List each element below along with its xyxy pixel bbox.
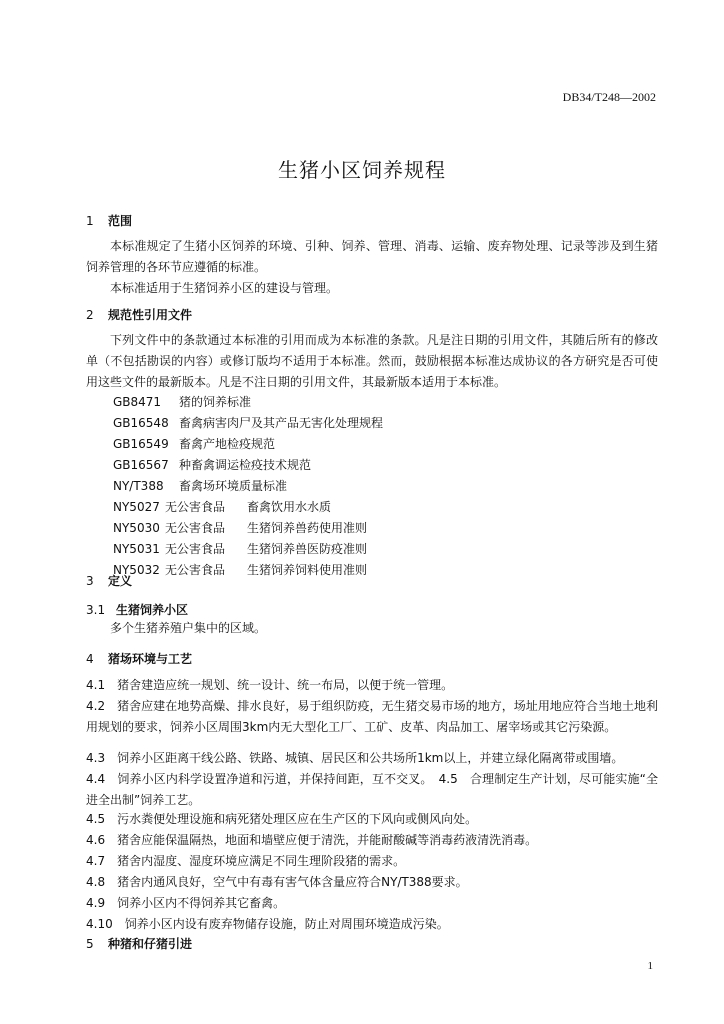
- reference-name: 生猪饲养兽医防疫准则: [247, 542, 368, 556]
- definition-text: 多个生猪养殖户集中的区域。: [110, 621, 267, 635]
- document-number: DB34/T248—2002: [562, 90, 656, 104]
- clause-4-7: 4.7 猪舍内湿度、湿度环境应满足不同生理阶段猪的需求。: [86, 854, 406, 868]
- section-title: 猪场环境与工艺: [108, 652, 193, 666]
- reference-code: GB8471: [113, 395, 162, 409]
- reference-code: NY5031: [113, 542, 160, 556]
- reference-item: [113, 498, 331, 515]
- clause-4-4: 4.4 饲养小区内科学设置净道和污道，并保持间距，互不交叉。 4.5 合理制定生产计划，尽可能实施“全进全出制”饲养工艺。: [86, 772, 658, 807]
- reference-category: 无公害食品: [165, 500, 226, 514]
- clause-4-3: 4.3 饲养小区距离干线公路、铁路、城镇、居民区和公共场所1km以上，并建立绿化隔离带或围墙。: [86, 751, 624, 765]
- reference-item: [113, 393, 251, 410]
- subsection-number: 3.1: [86, 603, 106, 617]
- section-3-heading: [86, 572, 132, 589]
- subsection-title: 生猪饲养小区: [116, 603, 189, 617]
- clause-4-2: 4.2 猪舍应建在地势高燥、排水良好，易于组织防疫，无生猪交易市场的地方，场址用地应符合当地土地利用规划的要求，饲养小区周围3km内无大型化工厂、工矿、皮革、肉品加工、屠宰场或其它污染源。: [86, 699, 658, 734]
- section-1-paragraph-2: 本标准适用于生猪饲养小区的建设与管理。: [110, 281, 339, 295]
- reference-item: [113, 477, 287, 494]
- clause-4-10: 4.10 饲养小区内设有废弃物储存设施，防止对周围环境造成污染。: [86, 917, 449, 931]
- section-4-heading: [86, 650, 192, 667]
- section-number: 5: [86, 937, 94, 951]
- section-1-paragraph-1: 本标准规定了生猪小区饲养的环境、引种、饲养、管理、消毒、运输、废弃物处理、记录等涉及到生猪饲养管理的各环节应遵循的标准。: [86, 239, 658, 274]
- reference-code: NY/T388: [113, 479, 164, 493]
- section-number: 1: [86, 214, 94, 228]
- section-title: 定义: [108, 574, 133, 588]
- reference-code: GB16549: [113, 437, 169, 451]
- reference-name: 种畜禽调运检疫技术规范: [179, 458, 312, 472]
- section-2-intro: 下列文件中的条款通过本标准的引用而成为本标准的条款。凡是注日期的引用文件，其随后所有的修改单（不包括勘误的内容）或修订版均不适用于本标准。然而，鼓励根据本标准达成协议的各方研究是否可使用这些文件的最新版本。凡是不注日期的引用文件，其最新版本适用于本标准。: [86, 333, 658, 389]
- reference-name: 生猪饲养饲料使用准则: [247, 563, 368, 577]
- section-number: 2: [86, 308, 94, 322]
- section-5-heading: [86, 935, 192, 952]
- reference-item: [113, 561, 367, 578]
- page-title: 生猪小区饲养规程: [278, 158, 446, 182]
- reference-item: [113, 540, 367, 557]
- section-number: 4: [86, 652, 94, 666]
- reference-code: GB16567: [113, 458, 169, 472]
- section-title: 范围: [108, 214, 133, 228]
- reference-name: 生猪饲养兽药使用准则: [247, 521, 368, 535]
- reference-name: 猪的饲养标准: [179, 395, 252, 409]
- subsection-3-1-heading: [86, 601, 188, 618]
- section-number: 3: [86, 574, 94, 588]
- section-1-heading: [86, 212, 132, 229]
- page-number: 1: [647, 960, 653, 972]
- reference-name: 畜禽场环境质量标准: [179, 479, 288, 493]
- reference-item: [113, 456, 311, 473]
- clause-4-9: 4.9 饲养小区内不得饲养其它畜禽。: [86, 896, 286, 910]
- clause-4-1: 4.1 猪舍建造应统一规划、统一设计、统一布局，以便于统一管理。: [86, 678, 454, 692]
- reference-item: [113, 435, 275, 452]
- clause-4-5: 4.5 污水粪便处理设施和病死猪处理区应在生产区的下风向或侧风向处。: [86, 812, 478, 826]
- reference-item: [113, 519, 367, 536]
- reference-name: 畜禽产地检疫规范: [179, 437, 276, 451]
- reference-name: 畜禽饮用水水质: [247, 500, 332, 514]
- reference-category: 无公害食品: [165, 563, 226, 577]
- reference-code: NY5027: [113, 500, 160, 514]
- reference-name: 畜禽病害肉尸及其产品无害化处理规程: [179, 416, 384, 430]
- section-2-heading: [86, 306, 192, 323]
- reference-code: GB16548: [113, 416, 169, 430]
- reference-code: NY5032: [113, 563, 160, 577]
- reference-category: 无公害食品: [165, 542, 226, 556]
- clause-4-8: 4.8 猪舍内通风良好，空气中有毒有害气体含量应符合NY/T388要求。: [86, 875, 468, 889]
- section-title: 规范性引用文件: [108, 308, 193, 322]
- reference-category: 无公害食品: [165, 521, 226, 535]
- reference-code: NY5030: [113, 521, 160, 535]
- clause-4-6: 4.6 猪舍应能保温隔热，地面和墙壁应便于清洗，并能耐酸碱等消毒药液清洗消毒。: [86, 833, 538, 847]
- section-title: 种猪和仔猪引进: [108, 937, 193, 951]
- reference-item: [113, 414, 383, 431]
